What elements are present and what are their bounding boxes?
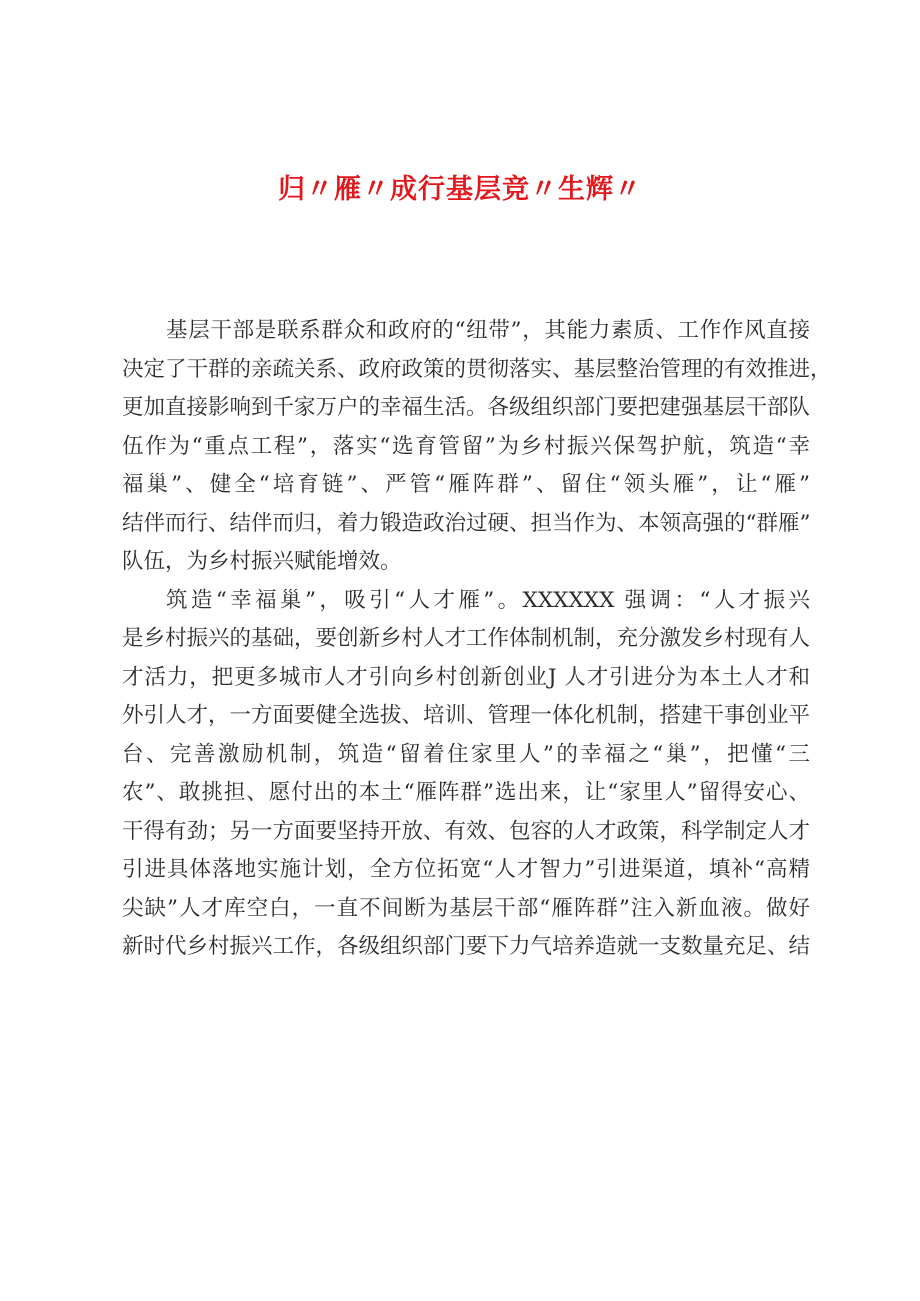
text-line: 外引人才，一方面要健全选拔、培训、管理一体化机制，搭建干事创业平 <box>122 703 811 728</box>
text-line: 台、完善激励机制，筑造“留着住家里人”的幸福之“巢”，把懂“三 <box>122 741 810 767</box>
text-line: 引进具体落地实施计划，全方位拓宽“人才智力”引进渠道，填补“高精 <box>122 857 810 882</box>
text-line: 基层干部是联系群众和政府的“纽带”，其能力素质、工作作风直接 <box>166 318 810 343</box>
text-line: 决定了干群的亲疏关系、政府政策的贯彻落实、基层整治管理的有效推进， <box>122 356 832 382</box>
text-line: 才活力，把更多城市人才引向乡村创新创业J 人才引进分为本土人才和 <box>122 664 810 690</box>
document-title: 归〃雁〃成行基层竞〃生辉〃 <box>278 174 642 205</box>
text-line: 队伍，为乡村振兴赋能增效。 <box>122 549 402 574</box>
text-line: 更加直接影响到千家万户的幸福生活。各级组织部门要把建强基层干部队 <box>122 395 811 420</box>
text-line: 结伴而行、结伴而归，着力锻造政治过硬、担当作为、本领高强的“群雁” <box>122 510 811 536</box>
text-line: 伍作为“重点工程”，落实“选育管留”为乡村振兴保驾护航，筑造“幸 <box>122 433 810 459</box>
document-body <box>122 312 832 967</box>
paragraph-2 <box>122 582 810 967</box>
text-line: 干得有劲；另一方面要坚持开放、有效、包容的人才政策，科学制定人才 <box>122 818 811 844</box>
text-line: 尖缺”人才库空白，一直不间断为基层干部“雁阵群”注入新血液。做好 <box>122 895 810 921</box>
text-line: 福巢”、健全“培育链”、严管“雁阵群”、留住“领头雁”，让“雁” <box>122 472 810 497</box>
text-line: 农”、敢挑担、愿付出的本土“雁阵群”选出来，让“家里人”留得安心、 <box>122 780 810 805</box>
paragraph-1 <box>122 312 832 582</box>
text-line: 筑造“幸福巢”，吸引“人才雁”。XXXXXX 强调：“人才振兴 <box>166 587 810 613</box>
text-line: 是乡村振兴的基础，要创新乡村人才工作体制机制，充分激发乡村现有人 <box>122 626 811 651</box>
text-line: 新时代乡村振兴工作，各级组织部门要下力气培养造就一支数量充足、结 <box>122 934 811 959</box>
